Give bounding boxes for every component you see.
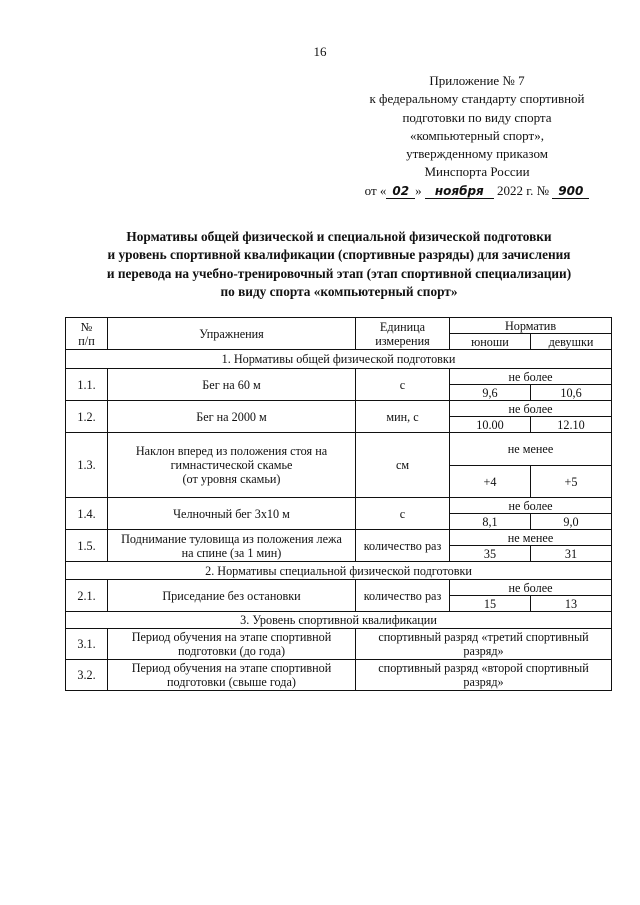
order-number: 900 <box>552 184 589 199</box>
row-exercise: Приседание без остановки <box>108 580 356 612</box>
header-num: № п/п <box>66 318 108 350</box>
appendix-line: утвержденному приказом <box>406 146 548 162</box>
row-condition: не менее <box>450 530 612 546</box>
row-num: 3.2. <box>66 660 108 691</box>
norms-table <box>65 317 612 691</box>
appendix-line: к федеральному стандарту спортивной <box>369 91 585 107</box>
row-condition: не более <box>450 580 612 596</box>
table-row <box>66 580 612 596</box>
row-condition: не более <box>450 498 612 514</box>
row-girls: 13 <box>531 596 612 612</box>
page-number: 16 <box>313 44 327 59</box>
row-num: 1.1. <box>66 369 108 401</box>
header-unit: Единица измерения <box>356 318 450 350</box>
appendix-title: Приложение № 7 <box>429 73 525 88</box>
row-unit: с <box>356 369 450 401</box>
order-date-line: от « 02 » ноября 2022 г. № 900 <box>342 182 612 200</box>
appendix-header <box>342 72 612 200</box>
header-boys: юноши <box>450 334 531 350</box>
row-exercise: Наклон вперед из положения стоя на гимнастической скамье (от уровня скамьи) <box>108 433 356 498</box>
row-num: 1.2. <box>66 401 108 433</box>
table-row <box>66 433 612 466</box>
section-row <box>66 562 612 580</box>
row-unit: количество раз <box>356 580 450 612</box>
row-exercise: Челночный бег 3х10 м <box>108 498 356 530</box>
table-row <box>66 498 612 514</box>
row-exercise: Период обучения на этапе спортивной подготовки (свыше года) <box>108 660 356 691</box>
row-condition: не более <box>450 369 612 385</box>
row-girls: +5 <box>531 466 612 498</box>
table-row <box>66 629 612 660</box>
row-exercise: Поднимание туловища из положения лежа на спине (за 1 мин) <box>108 530 356 562</box>
row-boys: 9,6 <box>450 385 531 401</box>
row-exercise: Период обучения на этапе спортивной подготовки (до года) <box>108 629 356 660</box>
row-unit: см <box>356 433 450 498</box>
row-girls: 31 <box>531 546 612 562</box>
row-exercise: Бег на 2000 м <box>108 401 356 433</box>
order-month: ноября <box>425 184 494 199</box>
row-num: 2.1. <box>66 580 108 612</box>
section-row <box>66 350 612 369</box>
row-girls: 9,0 <box>531 514 612 530</box>
row-num: 1.4. <box>66 498 108 530</box>
document-title: Нормативы общей физической и специальной физической подготовки и уровень спортивной квалификации (спортивные разряды) для зачисления и перевода на учебно-тренировочный этап (этап спортивной специализации) по виду спорта «компьютерный спорт» <box>106 229 572 300</box>
table-row <box>66 369 612 385</box>
row-unit: количество раз <box>356 530 450 562</box>
row-unit: с <box>356 498 450 530</box>
section-title: 1. Нормативы общей физической подготовки <box>66 350 612 369</box>
row-boys: 35 <box>450 546 531 562</box>
row-condition: не менее <box>450 433 612 466</box>
table-row <box>66 530 612 546</box>
row-unit: мин, с <box>356 401 450 433</box>
row-exercise: Бег на 60 м <box>108 369 356 401</box>
table-row <box>66 401 612 417</box>
section-row <box>66 612 612 629</box>
header-exercise: Упражнения <box>108 318 356 350</box>
appendix-line: «компьютерный спорт», <box>410 127 544 143</box>
row-num: 1.5. <box>66 530 108 562</box>
table-row <box>66 660 612 691</box>
appendix-line: Минспорта России <box>424 164 530 180</box>
section-title: 3. Уровень спортивной квалификации <box>66 612 612 629</box>
order-day: 02 <box>386 184 415 199</box>
row-boys: 15 <box>450 596 531 612</box>
row-qualification: спортивный разряд «третий спортивный разряд» <box>356 629 612 660</box>
header-girls: девушки <box>531 334 612 350</box>
header-norm: Норматив <box>450 318 612 334</box>
row-num: 1.3. <box>66 433 108 498</box>
table-header-row <box>66 318 612 334</box>
row-boys: +4 <box>450 466 531 498</box>
row-boys: 10.00 <box>450 417 531 433</box>
row-girls: 12.10 <box>531 417 612 433</box>
section-title: 2. Нормативы специальной физической подготовки <box>66 562 612 580</box>
row-condition: не более <box>450 401 612 417</box>
row-num: 3.1. <box>66 629 108 660</box>
row-qualification: спортивный разряд «второй спортивный разряд» <box>356 660 612 691</box>
appendix-line: подготовки по виду спорта <box>402 109 552 125</box>
row-boys: 8,1 <box>450 514 531 530</box>
row-girls: 10,6 <box>531 385 612 401</box>
